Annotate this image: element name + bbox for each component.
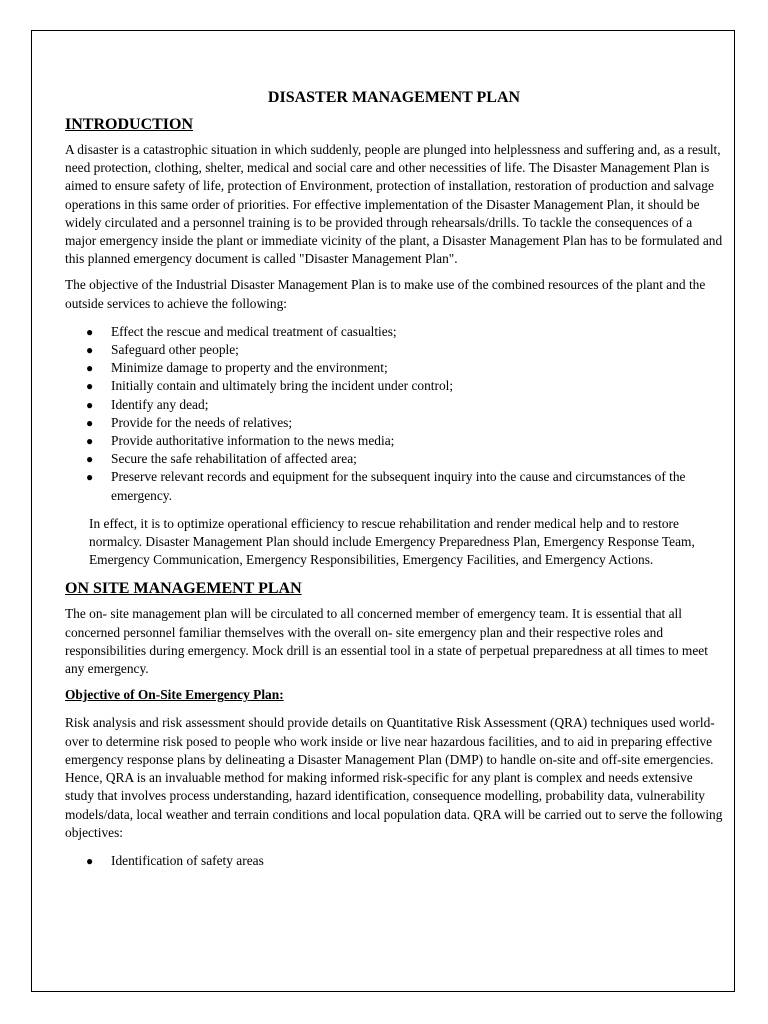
introduction-heading: INTRODUCTION: [65, 116, 194, 133]
list-item-text: Provide for the needs of relatives;: [111, 414, 293, 430]
list-item-text: Identification of safety areas: [111, 852, 264, 868]
introduction-paragraph-3: In effect, it is to optimize operational efficiency to rescue rehabilitation and render medical help and to restore normalcy. Disaster Management Plan should include Emergency Preparedness Plan, Emergency Response Team, Emergency Communication, Emergency Responsibilities, Emergency Facilities, and Emergency Actions.: [89, 515, 695, 568]
list-item: [65, 468, 723, 504]
qra-objectives-list: [65, 852, 723, 870]
list-item-text: Effect the rescue and medical treatment of casualties;: [111, 323, 397, 339]
document-title: DISASTER MANAGEMENT PLAN: [267, 89, 521, 106]
list-item: [65, 323, 723, 341]
bullet-icon: ●: [86, 361, 94, 376]
list-item: [65, 359, 723, 377]
bullet-icon: ●: [86, 415, 94, 430]
introduction-paragraph-1: A disaster is a catastrophic situation in which suddenly, people are plunged into helplessness and suffering and, as a result, need protection, clothing, shelter, medical and social care and other necessities of life. The Disaster Management Plan is aimed to ensure safety of life, protection of Environment, protection of installation, restoration of production and salvage operations in this same order of priorities. For effective implementation of the Disaster Management Plan, it should be widely circulated and a personnel training is to be provided through rehearsals/drills. To tackle the consequences of a major emergency inside the plant or immediate vicinity of the plant, a Disaster Management Plan has to be formulated and this planned emergency document is called "Disaster Management Plan".: [65, 142, 723, 267]
on-site-paragraph-1: The on- site management plan will be circulated to all concerned member of emergency team. It is essential that all concerned personnel familiar themselves with the overall on- site emergency plan and their respective roles and responsibilities during emergency. Mock drill is an essential tool in a state of perpetual preparedness at all times to meet any emergency.: [65, 606, 708, 677]
list-item-text: Identify any dead;: [111, 396, 209, 412]
bullet-icon: ●: [86, 470, 94, 485]
list-item-text: Preserve relevant records and equipment for the subsequent inquiry into the cause and circumstances of the emergency.: [111, 469, 686, 503]
bullet-icon: ●: [86, 397, 94, 412]
introduction-paragraph-2: The objective of the Industrial Disaster Management Plan is to make use of the combined resources of the plant and the outside services to achieve the following:: [65, 277, 706, 311]
list-item: [65, 432, 723, 450]
document-page: [31, 30, 735, 992]
list-item: [65, 377, 723, 395]
on-site-heading: ON SITE MANAGEMENT PLAN: [65, 580, 302, 598]
on-site-subheading: Objective of On-Site Emergency Plan:: [65, 687, 284, 703]
on-site-paragraph-2: Risk analysis and risk assessment should provide details on Quantitative Risk Assessment (QRA) techniques used world-over to determine risk posed to people who work inside or live near hazardous facilities, and to aid in preparing effective emergency response plans by delineating a Disaster Management Plan (DMP) to handle on-site and off-site emergencies. Hence, QRA is an invaluable method for making informed risk-specific for any plant is complex and needs extensive study that involves process understanding, hazard identification, consequence modelling, probability data, vulnerability models/data, local weather and terrain conditions and local population data. QRA will be carried out to serve the following objectives:: [65, 715, 723, 840]
list-item: [65, 341, 723, 359]
list-item-text: Provide authoritative information to the news media;: [111, 433, 395, 449]
bullet-icon: ●: [86, 343, 94, 358]
list-item: [65, 450, 723, 468]
document-body: [65, 88, 723, 880]
list-item-text: Secure the safe rehabilitation of affected area;: [111, 451, 357, 467]
bullet-icon: ●: [86, 324, 94, 339]
list-item-text: Safeguard other people;: [111, 342, 239, 358]
bullet-icon: ●: [86, 853, 94, 868]
bullet-icon: ●: [86, 434, 94, 449]
list-item-text: Initially contain and ultimately bring the incident under control;: [111, 378, 454, 394]
list-item: [65, 852, 723, 870]
list-item: [65, 396, 723, 414]
objectives-list: [65, 323, 723, 505]
bullet-icon: ●: [86, 452, 94, 467]
bullet-icon: ●: [86, 379, 94, 394]
list-item: [65, 414, 723, 432]
list-item-text: Minimize damage to property and the environment;: [111, 360, 388, 376]
